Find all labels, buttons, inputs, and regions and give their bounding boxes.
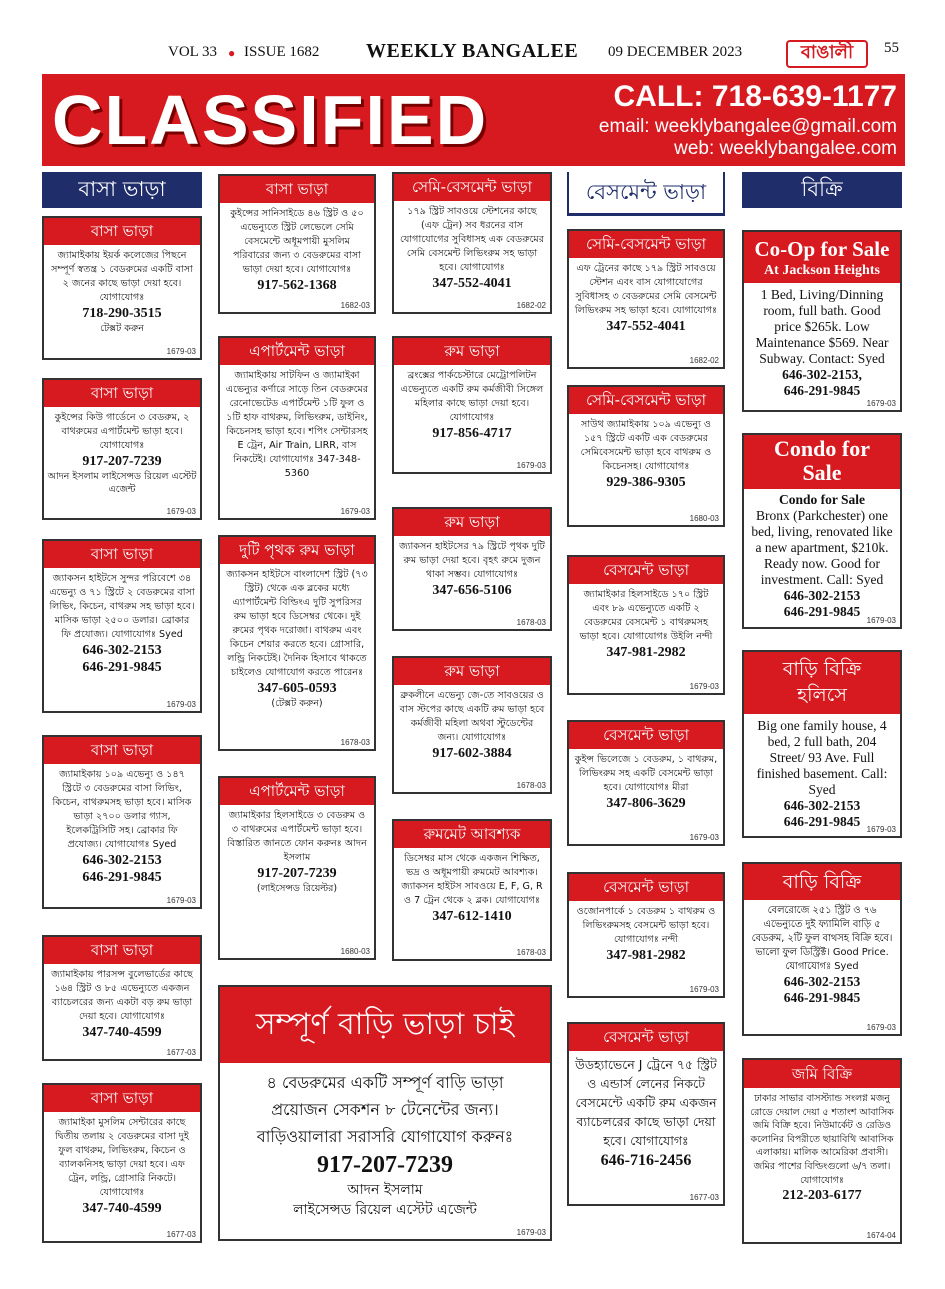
ad-body: কুইন্সের সানিসাইডে ৪৬ স্ট্রিট ও ৫০ এভেন্যুতে স্ট্রিট লেভেলে সেমি বেসমেন্টে অধূমপায়ী মুসলিম পরিবারের জন্য ৩ বেডরুমের বাসা ভাড়া দেয়া হবে। যোগাযোগঃ [230,208,364,275]
ad-phone: 917-562-1368 [257,278,337,293]
sale-ad-header [744,232,900,283]
classified-ad [218,174,376,314]
ad-code: 1678-03 [340,738,370,747]
banner-call: CALL: 718-639-1177 [613,80,897,113]
classified-ad [392,336,552,474]
featured-ad-contact-role: লাইসেন্সড রিয়েল এস্টেট এজেন্ট [293,1202,477,1218]
ad-title: বেসমেন্ট ভাড়া [569,1024,723,1051]
ad-code: 1677-03 [689,1193,719,1202]
sale-ad-phone-secondary: 646-291-9845 [783,990,861,1005]
ad-code: 1679-03 [689,985,719,994]
ad-phone: 347-981-2982 [606,948,686,963]
separator-dot-icon: ● [228,46,236,60]
classified-ad [567,720,725,846]
ad-body: জ্যাকসন হাইটসের ৭৯ স্ট্রিটে পৃথক দুটি রুম ভাড়া দেয়া হবে। বৃহৎ রুমে দুজন থাকা সম্ভব। যোগাযোগঃ [399,541,545,580]
featured-ad-line: প্রয়োজন সেকশন ৮ টেনেন্টের জন্য। [271,1100,499,1119]
ad-phone-secondary: 646-291-9845 [82,660,162,675]
sale-ad-phone-secondary: 646-291-9845 [783,814,861,829]
ad-body: এফ ট্রেনের কাছে ১৭৯ স্ট্রিট সাবওয়ে স্টেশন এবং বাস যোগাযোগের সুবিধাসহ ৩ বেডরুমের সেমি বেসমেন্ট লিভিংরুম সহ ভাড়া হবে। যোগাযোগঃ [574,263,718,316]
sale-ad-body: ঢাকার সাভার বাসস্ট্যান্ড সংলগ্ন মজনু রোডে দেয়াল দেয়া ৫ শতাংশ আবাসিক জমি বিক্রি হবে। নিউমার্কেট ও রেডিও কলোনির বিপরীতে ছায়াবিথি আবাসিক এলাকায়। মালিক আমেরিকা প্রবাসী। জমির পাশের বিল্ডিংগুলো ৬/৭ তলা। যোগাযোগঃ [750,1093,894,1186]
banner-web: web: weeklybangalee.com [674,138,897,159]
ad-title: বাসা ভাড়া [220,176,374,203]
ad-phone-secondary: 646-291-9845 [82,870,162,885]
ad-title: সেমি-বেসমেন্ট ভাড়া [569,387,723,414]
ad-phone: 718-290-3515 [82,306,162,321]
ad-code: 1680-03 [689,514,719,523]
ad-title: বাসা ভাড়া [44,380,200,407]
sale-ad-title: বাড়ি বিক্রি হলিসে [744,652,900,714]
ad-phone: 347-552-4041 [606,319,686,334]
sale-ad-subtitle: At Jackson Heights [764,263,880,278]
ad-phone: 917-207-7239 [257,866,337,881]
sale-ad-phone-secondary: 646-291-9845 [783,604,861,619]
ad-phone: 917-602-3884 [432,746,512,761]
featured-ad [218,985,552,1241]
ad-phone: 929-386-9305 [606,475,686,490]
ad-code: 1679-03 [689,682,719,691]
ad-code: 1680-03 [340,947,370,956]
ad-code: 1682-03 [340,301,370,310]
issue-label: ISSUE 1682 [244,44,320,60]
ad-title: রুম ভাড়া [394,658,550,685]
sale-ad-title: Condo for Sale [744,435,900,489]
ad-note: (টেক্সট করুন) [271,698,323,709]
ad-body: জ্যামাইকার হিলসাইডে ৩ বেডরুম ও ৩ বাথরুমের এপার্টমেন্ট ভাড়া হবে। বিস্তারিত জানতে ফোন করুনঃ আদন ইসলাম [227,810,367,863]
classified-ad [218,776,376,960]
ad-note: আদন ইসলাম লাইসেন্সড রিয়েল এস্টেট এজেন্ট [47,471,197,495]
ad-body: জ্যামাইকায় ১০৯ এভেন্যু ও ১৪৭ স্ট্রিটে ৩ বেডরুমের বাসা লিভিং, কিচেন, বাথরুমসহ ভাড়া হবে। মাসিক ভাড়া ২৭০০ ডলার গ্যাস, ইলেকট্রিসিটি সহ। ব্রোকার ফি প্রযোজ্য। যোগাযোগঃ Syed [52,769,192,850]
sale-ad [742,1058,902,1244]
ad-title: এপার্টমেন্ট ভাড়া [220,338,374,365]
ad-code: 1677-03 [166,1230,196,1239]
ad-code: 1678-03 [516,618,546,627]
sale-ad [742,650,902,838]
ad-title: দুটি পৃথক রুম ভাড়া [220,537,374,564]
sale-ad-title: জমি বিক্রি [744,1060,900,1088]
page-number: 55 [884,40,899,56]
featured-ad-line: বাড়িওয়ালারা সরাসরি যোগাযোগ করুনঃ [256,1127,514,1146]
classified-ad [567,229,725,369]
ad-title: রুমমেট আবশ্যক [394,821,550,848]
ad-title: বাসা ভাড়া [44,218,200,245]
ad-code: 1679-03 [866,399,896,408]
ad-code: 1679-03 [166,507,196,516]
ad-code: 1682-02 [516,301,546,310]
featured-ad-title: সম্পূর্ণ বাড়ি ভাড়া চাই [220,987,550,1063]
classified-ad [392,656,552,794]
ad-title: রুম ভাড়া [394,338,550,365]
ad-body: ব্রুকলীনে এভেন্যু জে-তে সাবওয়ের ও বাস স্টপের কাছে একটি রুম ভাড়া হবে কর্মজীবী মহিলা অথবা স্টুডেন্টের জন্য। যোগাযোগঃ [399,690,545,743]
classified-ad [218,535,376,751]
ad-body: কুইন্স ভিলেজে ১ বেডরুম, ১ বাথরুম, লিভিংরুম সহ একটি বেসমেন্ট ভাড়া হবে। যোগাযোগঃ মীরা [574,754,718,793]
ad-code: 1679-03 [689,833,719,842]
ad-phone: 347-552-4041 [432,276,512,291]
sale-ad-phone: 646-302-2153 [783,798,861,813]
ad-phone: 347-806-3629 [606,796,686,811]
ad-code: 1677-03 [166,1048,196,1057]
featured-ad-body [220,1063,550,1150]
ad-title: সেমি-বেসমেন্ট ভাড়া [569,231,723,258]
classified-ad [42,216,202,360]
ad-code: 1678-03 [516,781,546,790]
classified-ad [42,1083,202,1243]
ad-phone: 347-740-4599 [82,1201,162,1216]
ad-body: ডিসেম্বর মাস থেকে একজন শিক্ষিত, ভদ্র ও অধূমপায়ী রুমমেট আবশ্যক। জ্যাকসন হাইটস সাবওয়ে E, F, G, R ও 7 ট্রেন থেকে ২ ব্লক। যোগাযোগঃ [401,853,543,906]
classified-ad [392,172,552,314]
ad-code: 1679-03 [516,1228,546,1237]
classified-ad [567,385,725,527]
ad-phone: 347-612-1410 [432,909,512,924]
ad-title: এপার্টমেন্ট ভাড়া [220,778,374,805]
ad-note: (লাইসেন্সড রিয়েল্টর) [256,883,338,894]
banner-title: CLASSIFIED [52,81,489,159]
ad-note: টেক্সট করুন [100,323,144,334]
sale-ad [742,433,902,629]
ad-title: বাসা ভাড়া [44,1085,200,1112]
ad-title: রুম ভাড়া [394,509,550,536]
ad-title: বাসা ভাড়া [44,937,200,964]
ad-body: সাউথ জ্যামাইকায় ১০৯ এভেন্যু ও ১৫৭ স্ট্রিটে একটি এক বেডরুমের সেমিবেসমেন্ট ভাড়া হবে বাথরুম ও কিচেনসহ। যোগাযোগঃ [580,419,712,472]
ad-phone: 646-302-2153 [82,643,162,658]
ad-phone: 347-656-5106 [432,583,512,598]
classified-ad [42,935,202,1061]
classified-ad [42,735,202,909]
classified-ad [42,539,202,713]
ad-code: 1679-03 [866,616,896,625]
issue-date: 09 DECEMBER 2023 [608,44,743,60]
sale-ad [742,862,902,1036]
featured-ad-phone: 917-207-7239 [317,1152,453,1178]
sale-ad-body: Bronx (Parkchester) one bed, living, renovated like a new apartment, $210k. Ready now. Good for investment. Call: Syed [751,508,893,587]
ad-code: 1682-02 [689,356,719,365]
ad-phone: 347-740-4599 [82,1025,162,1040]
ad-code: 1679-03 [166,896,196,905]
column-header-sale: বিক্রি [742,172,902,208]
ad-phone: 917-856-4717 [432,426,512,441]
classified-ad [567,1022,725,1206]
classified-ad [218,336,376,520]
newspaper-logo: বাঙালী [786,40,868,68]
column-header-rent: বাসা ভাড়া [42,172,202,208]
ad-title: বেসমেন্ট ভাড়া [569,557,723,584]
sale-ad-phone: 646-302-2153 [783,974,861,989]
ad-body: জ্যামাইকায় সাটফিন ও জ্যামাইকা এভেন্যুর কর্ণারে সাড়ে তিন বেডরুমের রেনোভেটেড এপার্টমেন্ট ১টি ফুল ও ১টি হাফ বাথরুম, লিভিংরুম, ডাইনিং, কিচেনসহ ভাড়া হবে। শপিং সেন্টারসহ E ট্রেন, Air Train, LIRR, বাস নিকটেই। যোগাযোগঃ 347-348-5360 [225,370,369,479]
ad-phone: 347-981-2982 [606,645,686,660]
sale-ad-title: বাড়ি বিক্রি [744,864,900,900]
ad-body: জ্যাকসন হাইটসে সুন্দর পরিবেশে ৩৪ এভেন্যু ও ৭১ স্ট্রিটে ২ বেডরুমের বাসা লিভিং, কিচেন, বাথরুম সহ ভাড়া হবে। মাসিক ভাড়া ২৫০০ ডলার। ব্রোকার ফি প্রযোজ্য। যোগাযোগঃ Syed [49,573,195,640]
ad-body: কুইন্সের কিউ গার্ডেনে ৩ বেডরুম, ২ বাথরুমের এপার্টমেন্ট ভাড়া হবে। যোগাযোগঃ [54,412,190,451]
column-header-basement: বেসমেন্ট ভাড়া [567,172,725,216]
featured-ad-contact-name: আদন ইসলাম [347,1182,423,1198]
ad-code: 1679-03 [166,700,196,709]
sale-ad-body: Big one family house, 4 bed, 2 full bath, 204 Street/ 93 Ave. Full finished basement. Call: Syed [756,718,888,797]
ad-body: ব্রংক্সের পার্কচেস্টারে মেট্রোপলিটন এভেন্যুতে একটি রুম কর্মজীবী সিঙ্গেল মহিলার কাছে ভাড়া দেয়া হবে। যোগাযোগঃ [400,370,544,423]
ad-title: বাসা ভাড়া [44,737,200,764]
ad-title: বাসা ভাড়া [44,541,200,568]
classified-ad [567,555,725,695]
ad-body: জ্যাকসন হাইটসে বাংলাদেশ স্ট্রিট (৭৩ স্ট্রিট) থেকে এক ব্লকের মধ্যে এ্যাপার্টমেন্ট বিল্ডিংএ দুটি সুপরিসর রুম ভাড়া হবে ডিসেম্বর থেকে। দুই রুমের পৃথক দরোজা। বাথরুম এবং কিচেন শেয়ার করতে হবে। গ্রোসারি, লন্ড্রি নিকটেই। দৈনিক হিসাবে থাকতে চাইলেও যোগাযোগ করতে পারেনঃ [226,569,368,678]
ad-phone: 347-605-0593 [257,681,337,696]
sale-ad [742,230,902,412]
classified-ad [567,872,725,998]
ad-code: 1679-03 [866,1023,896,1032]
ad-body: জ্যামাইকায় ইয়র্ক কলেজের পিছনে সম্পূর্ণ স্বতন্ত্র ১ বেডরুমের একটি বাসা ২ জনের কাছে ভাড়া দেয়া হবে। যোগাযোগঃ [51,250,193,303]
classified-ad [42,378,202,520]
classified-banner [42,74,905,166]
volume-label: VOL 33 [168,44,218,60]
ad-code: 1674-04 [866,1231,896,1240]
ad-title: বেসমেন্ট ভাড়া [569,722,723,749]
sale-ad-phone: 646-302-2153, [782,367,862,382]
sale-ad-phone: 646-302-2153 [783,588,861,603]
ad-code: 1679-03 [866,825,896,834]
ad-body: উডহ্যাভেনে J ট্রেনে ৭৫ স্ট্রিট ও এন্ডার্স লেনের নিকটে বেসমেন্টে একটি রুম একজন ব্যাচেলরের কাছে ভাড়া দেয়া হবে। যোগাযোগঃ [575,1057,717,1148]
ad-phone: 917-207-7239 [82,454,162,469]
ad-code: 1679-03 [516,461,546,470]
ad-title: সেমি-বেসমেন্ট ভাড়া [394,174,550,201]
ad-phone: 646-716-2456 [600,1152,692,1169]
sale-ad-phone: 212-203-6177 [782,1188,862,1204]
ad-body: জ্যামাইকা মুসলিম সেন্টারের কাছে দ্বিতীয় তলায় ২ বেডরুমের বাসা দুই ফুল বাথরুম, লিভিংরুম, কিচেন ও ব্যালকনিসহ ভাড়া দেয়া হবে। এফ ট্রেন, লন্ড্রি, গ্রোসারি নিকটে। যোগাযোগঃ [55,1117,189,1198]
ad-code: 1679-03 [166,347,196,356]
classified-ad [392,819,552,961]
ad-body: ১৭৯ স্ট্রিট সাবওয়ে স্টেশনের কাছে (এফ ট্রেন) সব ধরনের বাস যোগাযোগের সুবিধাসহ এক বেডরুমের সেমি বেসমেন্ট লিভিংরুম সহ ভাড়া হবে। যোগাযোগঃ [399,206,545,273]
banner-email: email: weeklybangalee@gmail.com [598,116,897,137]
sale-ad-title: Co-Op for Sale [754,237,890,261]
featured-ad-line: ৪ বেডরুমের একটি সম্পূর্ণ বাড়ি ভাড়া [266,1073,504,1092]
ad-phone: 646-302-2153 [82,853,162,868]
sale-ad-body: বেলরোজে ২৫১ স্ট্রিট ও ৭৬ এভেন্যুতে দুই ফ্যামিলি বাড়ি ৫ বেডরুম, ২টি ফুল বাথসহ বিক্রি হবে। ভালো ফুল ডিস্ট্রিক্ট। Good Price. যোগাযোগঃ Syed [751,905,893,972]
ad-title: বেসমেন্ট ভাড়া [569,874,723,901]
classified-ad [392,507,552,631]
ad-code: 1678-03 [516,948,546,957]
sale-ad-subtitle: Condo for Sale [778,492,865,507]
ad-body: ওজোনপার্কে ১ বেডরুম ১ বাথরুম ও লিভিংরুমসহ বেসমেন্ট ভাড়া হবে। যোগাযোগঃ নন্দী [576,906,716,945]
newspaper-name: WEEKLY BANGALEE [366,40,579,62]
ad-code: 1679-03 [340,507,370,516]
sale-ad-phone-secondary: 646-291-9845 [783,383,861,398]
ad-body: জ্যামাইকার হিলসাইডে ১৭০ স্ট্রিট এবং ৮৯ এভেন্যুতে একটি ২ বেডরুমের বেসমেন্ট ১ বাথরুমসহ ভাড়া হবে। যোগাযোগঃ উইলি নন্দী [579,589,713,642]
ad-body: জ্যামাইকায় পারসন্স বুলেভার্ডের কাছে ১৬৪ স্ট্রিট ও ৮৫ এভেন্যুতে একজন ব্যাচেলরের জন্য একটা বড় রুম ভাড়া দেয়া হবে। যোগাযোগঃ [51,969,193,1022]
sale-ad-body: 1 Bed, Living/Dinning room, full bath. Good price $265k. Low Maintenance $569. Near Subway. Contact: Syed [755,287,889,366]
